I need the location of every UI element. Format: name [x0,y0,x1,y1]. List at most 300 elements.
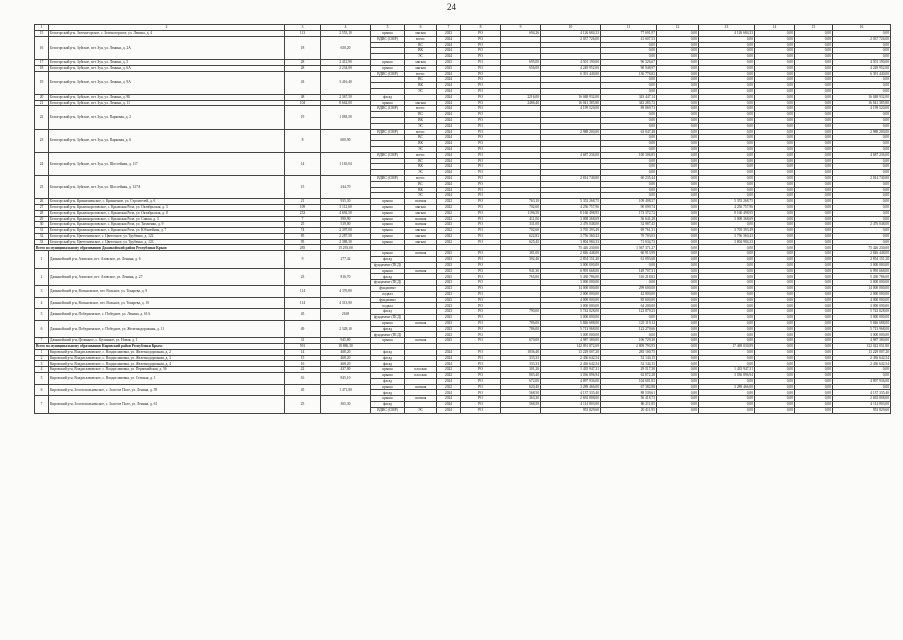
value-cell-c10: 1 435 947,31 [541,367,601,373]
subtype-cell: скатная [405,222,437,228]
value-cell-c10: 3 289 466,00 [541,384,601,390]
value-cell-c12: 0,00 [657,384,699,390]
value-cell-c12: 0,00 [657,262,699,268]
value-cell-c13: 0,00 [699,129,755,135]
value-cell-c14: 0,00 [755,239,795,245]
value-cell-c15: 0,00 [795,309,833,315]
year-cell: 2023 [437,251,461,257]
subtype-cell: мягкая [405,239,437,245]
fund-cell: РО [461,77,501,83]
row-number: 24 [35,152,49,175]
value-cell-c14: 0,00 [755,193,795,199]
value-cell-c13: 0,00 [699,355,755,361]
column-number-11: 11 [601,25,657,31]
value-cell-c13: 0,00 [699,83,755,89]
value-cell-c11: 41 607,53 [601,36,657,42]
value-cell-c14: 0,00 [755,112,795,118]
fund-cell: РО [461,158,501,164]
value-cell-c12: 0,00 [657,129,699,135]
value-cell-c11: 0,00 [601,187,657,193]
subtype-cell: мягкая [405,100,437,106]
value-cell-c10: 2 854 151,20 [541,257,601,263]
value-cell-c10: 6 995 668,00 [541,268,601,274]
value-cell-c11: 116 218,82 [601,274,657,280]
value-cell-c16: 5 742 028,00 [833,309,891,315]
year-cell: 2023 [437,297,461,303]
value-cell-c16: 953 829,60 [833,407,891,413]
residents-cell: 9 [285,251,321,268]
fund-cell: РО [461,42,501,48]
value-cell-c10: 2 037 726,00 [541,36,601,42]
residents-cell: 8 [285,129,321,152]
value-cell-c16: 13 229 007,20 [833,349,891,355]
area-cell: 2 553,10 [321,31,371,37]
value-cell-c12: 0,00 [657,286,699,292]
value-cell-c14: 0,00 [755,199,795,205]
value-cell-c9: 941,30 [501,268,541,274]
value-cell-c16: 2 037 726,00 [833,36,891,42]
value-cell-c13: 8 160 498,95 [699,210,755,216]
fund-cell: РО [461,181,501,187]
value-cell-c11: 0,00 [601,123,657,129]
area-cell: 4 313,90 [321,297,371,309]
year-cell: 2023 [437,59,461,65]
row-number: 20 [35,94,49,100]
subtype-cell: ЭС [405,407,437,413]
area-cell: 600,90 [321,129,371,152]
value-cell-c16: 2 000 000,00 [833,291,891,297]
subtype-cell: мягкая [405,31,437,37]
value-cell-c15: 0,00 [795,187,833,193]
value-cell-c12: 0,00 [657,291,699,297]
total-value-cell-c12: 0,00 [657,344,699,350]
fund-cell: РО [461,233,501,239]
value-cell-c11: 283 100,75 [601,349,657,355]
residents-cell: 28 [285,65,321,71]
fund-cell: РО [461,349,501,355]
value-cell-c10: 4 126 684,33 [541,31,601,37]
value-cell-c11: 0,00 [601,83,657,89]
value-cell-c16: 0,00 [833,228,891,234]
value-cell-c10: 3 000 000,00 [541,280,601,286]
value-cell-c14: 0,00 [755,390,795,396]
value-cell-c11: 0,00 [601,280,657,286]
value-cell-c11: 100 306,85 [601,152,657,158]
fund-cell: РО [461,100,501,106]
residents-cell: 95 [285,239,321,245]
value-cell-c14: 0,00 [755,228,795,234]
value-cell-c13: 0,00 [699,123,755,129]
value-cell-c12: 0,00 [657,83,699,89]
value-cell-c14: 0,00 [755,338,795,344]
row-number: 26 [35,199,49,205]
value-cell-c12: 0,00 [657,94,699,100]
value-cell-c14: 0,00 [755,402,795,408]
value-cell-c9: 803,40 [501,373,541,379]
value-cell-c11: 60 235,44 [601,175,657,181]
value-cell-c14: 0,00 [755,384,795,390]
row-number: 18 [35,65,49,71]
value-cell-c11: 96 326,67 [601,59,657,65]
value-cell-c15: 0,00 [795,88,833,94]
value-cell-c16: 0,00 [833,164,891,170]
work-type-cell: фундамент (ПСД) [371,332,405,338]
subtype-cell: ВК [405,164,437,170]
value-cell-c13: 0,00 [699,77,755,83]
row-number: 27 [35,204,49,210]
value-cell-c14: 0,00 [755,303,795,309]
value-cell-c16: 4 199 520,00 [833,106,891,112]
value-cell-c13: 0,00 [699,36,755,42]
value-cell-c16: 0,00 [833,48,891,54]
value-cell-c10: 2 436 642,54 [541,361,601,367]
subtype-cell: скатная [405,396,437,402]
value-cell-c11: 0,00 [601,141,657,147]
value-cell-c16: 2 476 048,00 [833,222,891,228]
value-cell-c9: 622,83 [501,233,541,239]
value-cell-c12: 0,00 [657,54,699,60]
year-cell: 2024 [437,83,461,89]
value-cell-c11: 0,00 [601,88,657,94]
total-value-cell-c12: 0,00 [657,245,699,251]
subtype-cell: ВС [405,181,437,187]
address-cell: Кировский р-н, Владиславовское, с. Владиславовка, ул. Железнодорожная, д. 4 [49,361,285,367]
value-cell-c13: 5 353 268,75 [699,199,755,205]
value-cell-c11: 104 601,83 [601,378,657,384]
address-cell: Белогорский р-н, Зуйское, пгт. Зуя, ул. Шоссейная, д. 127А [49,175,285,198]
value-cell-c13: 0,00 [699,407,755,413]
value-cell-c11: 88 539,61 [601,390,657,396]
total-value-cell-c16: 75 426 230,00 [833,245,891,251]
value-cell-c9: 333,33 [501,361,541,367]
address-cell: Белогорский р-н, Зуйское, пгт. Зуя, ул. Парковая, д. 2 [49,106,285,129]
subtype-cell: мягкая [405,65,437,71]
value-cell-c12: 0,00 [657,361,699,367]
value-cell-c13: 0,00 [699,349,755,355]
value-cell-c11: 0,00 [601,48,657,54]
value-cell-c14: 0,00 [755,117,795,123]
fund-cell: РО [461,315,501,321]
address-cell: Белогорский р-н, Цветочненское, с. Цветочное, ул. Трубенко, д. 123 [49,239,285,245]
work-type-cell: фасад [371,349,405,355]
value-cell-c10: 2 692 808,00 [541,396,601,402]
value-cell-c16: 0,00 [833,83,891,89]
value-cell-c9: 2216,00 [501,94,541,100]
fund-cell: РО [461,309,501,315]
value-cell-c13: 0,00 [699,141,755,147]
value-cell-c11: 0,00 [601,112,657,118]
value-cell-c15: 0,00 [795,407,833,413]
value-cell-c16: 16 048 932,00 [833,94,891,100]
row-number: 3 [35,361,49,367]
value-cell-c12: 0,00 [657,315,699,321]
year-cell: 2024 [437,158,461,164]
area-cell: 1 471,80 [321,384,371,396]
value-cell-c15: 0,00 [795,106,833,112]
residents-cell: 16 [285,361,321,367]
value-cell-c16: 0,00 [833,88,891,94]
value-cell-c16: 3 000 000,00 [833,303,891,309]
value-cell-c16: 0,00 [833,187,891,193]
value-cell-c15: 0,00 [795,175,833,181]
value-cell-c15: 0,00 [795,112,833,118]
year-cell: 2022 [437,233,461,239]
work-type-cell: ВДИС (СМР) [371,152,405,158]
value-cell-c16: 2 814 740,00 [833,175,891,181]
work-type-cell: фундамент (ПСД) [371,262,405,268]
address-cell: Белогорский р-н, Зуйское, пгт. Зуя, ул. Ленина, д. 2А [49,36,285,59]
work-type-cell: подвал [371,291,405,297]
year-cell: 2022 [437,228,461,234]
total-value-cell-c11: 2 809 793,95 [601,344,657,350]
residents-cell: 15 [285,355,321,361]
address-cell: Белогорский р-н, Крымскорозовское, с. Крымская Роза, ул. Октябрьская, д. 3 [49,204,285,210]
year-cell: 2024 [437,94,461,100]
value-cell-c16: 0,00 [833,135,891,141]
work-type-cell: подвал [371,303,405,309]
value-cell-c10: 4 687 236,00 [541,152,601,158]
year-cell: 2023 [437,338,461,344]
fund-cell: РО [461,320,501,326]
year-cell: 2024 [437,112,461,118]
value-cell-c16: 0,00 [833,158,891,164]
year-cell: 2023 [437,326,461,332]
value-cell-c15: 0,00 [795,152,833,158]
work-type-cell: фасад [371,326,405,332]
address-cell: Джанкойский р-н, Азовское, пгт. Азовское, ул. Ленина, д. 6 [49,251,285,268]
value-cell-c12: 0,00 [657,268,699,274]
fund-cell: РО [461,112,501,118]
value-cell-c11: 122 879,23 [601,309,657,315]
subtype-cell: всего: [405,71,437,77]
area-cell: 2168 [321,309,371,321]
value-cell-c15: 0,00 [795,199,833,205]
value-cell-c15: 0,00 [795,315,833,321]
row-number: 31 [35,228,49,234]
year-cell: 2024 [437,378,461,384]
residents-cell: 14 [285,152,321,175]
residents-cell: 74 [285,228,321,234]
value-cell-c16: 0,00 [833,54,891,60]
address-cell: Белогорский р-н, Зуйское, пгт. Зуя, ул. Ленина, д. 9Б [49,94,285,100]
value-cell-c16: 2 846 448,00 [833,251,891,257]
area-cell: 2 287,50 [321,233,371,239]
fund-cell: РО [461,135,501,141]
value-cell-c10: 6 391 440,00 [541,71,601,77]
value-cell-c13: 1 435 947,31 [699,367,755,373]
value-cell-c15: 0,00 [795,42,833,48]
area-cell: 2 234,00 [321,65,371,71]
column-number-10: 10 [541,25,601,31]
value-cell-c11: 63 947,48 [601,129,657,135]
fund-cell: РО [461,396,501,402]
value-cell-c13: 0,00 [699,152,755,158]
subtype-cell: ВС [405,77,437,83]
value-cell-c16: 5 846 688,00 [833,320,891,326]
row-number: 7 [35,396,49,413]
value-cell-c10: 4 897 936,00 [541,378,601,384]
fund-cell: РО [461,164,501,170]
value-cell-c15: 0,00 [795,204,833,210]
value-cell-c15: 0,00 [795,262,833,268]
value-cell-c12: 0,00 [657,222,699,228]
value-cell-c15: 0,00 [795,390,833,396]
area-cell: 2 388,30 [321,239,371,245]
value-cell-c16: 2 436 642,54 [833,361,891,367]
value-cell-c12: 0,00 [657,297,699,303]
residents-cell: 49 [285,320,321,337]
column-number-9: 9 [501,25,541,31]
value-cell-c13: 0,00 [699,286,755,292]
area-cell: 935,30 [321,199,371,205]
value-cell-c14: 0,00 [755,187,795,193]
column-number-7: 7 [437,25,461,31]
value-cell-c12: 0,00 [657,77,699,83]
subtype-cell: ВС [405,42,437,48]
subtype-cell: скатная [405,268,437,274]
value-cell-c15: 0,00 [795,291,833,297]
work-type-cell: крыша [371,222,405,228]
work-type-cell: фасад [371,378,405,384]
residents-cell: 45 [285,384,321,396]
row-number: 5 [35,373,49,385]
value-cell-c11: 77 691,97 [601,31,657,37]
value-cell-c13: 0,00 [699,332,755,338]
fund-cell: РО [461,117,501,123]
value-cell-c10: 3 705 393,49 [541,228,601,234]
area-cell: 945,80 [321,338,371,344]
value-cell-c12: 0,00 [657,390,699,396]
value-cell-c16: 6 391 440,00 [833,71,891,77]
value-cell-c11: 149 707,31 [601,268,657,274]
work-type-cell: крыша [371,204,405,210]
value-cell-c13: 0,00 [699,262,755,268]
value-cell-c16: 14 000 000,00 [833,286,891,292]
value-cell-c15: 0,00 [795,36,833,42]
value-cell-c12: 0,00 [657,158,699,164]
fund-cell: РО [461,170,501,176]
address-cell: Джанкойский р-н, Победненское, с. Победное, ул. Ленина, д. 61А [49,309,285,321]
row-number: 7 [35,338,49,344]
value-cell-c13: 0,00 [699,59,755,65]
value-cell-c12: 0,00 [657,257,699,263]
value-cell-c9: 411,00 [501,216,541,222]
total-value-cell-c15: 0,00 [795,344,833,350]
value-cell-c16: 0,00 [833,367,891,373]
value-cell-c14: 0,00 [755,48,795,54]
value-cell-c11: 29 517,30 [601,367,657,373]
total-residents-cell: 285 [285,245,321,251]
value-cell-c12: 0,00 [657,71,699,77]
row-number: 21 [35,100,49,106]
value-cell-c15: 0,00 [795,274,833,280]
value-cell-c13: 0,00 [699,309,755,315]
row-number: 4 [35,297,49,309]
value-cell-c12: 0,00 [657,65,699,71]
value-cell-c9: 765,00 [501,274,541,280]
value-cell-c16: 0,00 [833,384,891,390]
value-cell-c13: 0,00 [699,268,755,274]
year-cell: 2024 [437,117,461,123]
value-cell-c12: 0,00 [657,216,699,222]
value-cell-c15: 0,00 [795,158,833,164]
subtype-cell: ВК [405,141,437,147]
value-cell-c15: 0,00 [795,378,833,384]
area-cell: 468,20 [321,355,371,361]
address-cell: Белогорский р-н, Крымскорозовское, с. Крымская Роза, ул. Октябрьская, д. 8 [49,210,285,216]
value-cell-c13: 4 126 684,33 [699,31,755,37]
work-type-cell: крыша [371,59,405,65]
value-cell-c13: 0,00 [699,315,755,321]
value-cell-c14: 0,00 [755,181,795,187]
value-cell-c16: 0,00 [833,239,891,245]
address-cell: Белогорский р-н, Зуйское, пгт. Зуя, ул. Парковая, д. 6 [49,129,285,152]
year-cell: 2024 [437,187,461,193]
value-cell-c16: 0,00 [833,31,891,37]
value-cell-c11: 61 093,68 [601,257,657,263]
subtype-cell: ВК [405,48,437,54]
address-cell: Джанкойский р-н, Азовское, пгт. Азовское, ул. Ленина, д. 27 [49,268,285,285]
value-cell-c14: 0,00 [755,158,795,164]
fund-cell: РО [461,361,501,367]
fund-cell: РО [461,286,501,292]
value-cell-c13: 0,00 [699,48,755,54]
value-cell-c12: 0,00 [657,42,699,48]
area-cell: 2 328,10 [321,320,371,337]
fund-cell: РО [461,106,501,112]
subtype-cell: скатная [405,216,437,222]
area-cell: 1 165,04 [321,152,371,175]
area-cell: 468,20 [321,361,371,367]
value-cell-c12: 0,00 [657,59,699,65]
value-cell-c13: 0,00 [699,280,755,286]
year-cell: 2024 [437,77,461,83]
year-cell: 2023 [437,286,461,292]
fund-cell: РО [461,384,501,390]
value-cell-c11: 64 200,00 [601,303,657,309]
value-cell-c12: 0,00 [657,141,699,147]
fund-cell: РО [461,373,501,379]
value-cell-c10: 2 814 740,00 [541,175,601,181]
work-type-cell: фасад [371,402,405,408]
value-cell-c10: 16 041 385,80 [541,100,601,106]
value-cell-c10: 3 008 368,69 [541,216,601,222]
row-number: 17 [35,59,49,65]
subtype-cell: всего: [405,106,437,112]
work-type-cell: фундамент [371,286,405,292]
value-cell-c14: 0,00 [755,129,795,135]
value-cell-c14: 0,00 [755,106,795,112]
value-cell-c16: 0,00 [833,204,891,210]
value-cell-c13: 0,00 [699,303,755,309]
value-cell-c14: 0,00 [755,373,795,379]
fund-cell: РО [461,216,501,222]
fund-cell: РО [461,268,501,274]
value-cell-c11: 71 634,73 [601,239,657,245]
area-cell: 845,10 [321,373,371,385]
column-number-14: 14 [755,25,795,31]
value-cell-c11: 343 447,14 [601,94,657,100]
fund-cell: РО [461,141,501,147]
area-cell: 2 412,90 [321,59,371,65]
subtype-cell: ЭС [405,88,437,94]
area-cell: 519,00 [321,222,371,228]
address-cell: Кировский р-н, Владиславовское, с. Владиславовка, ул. Железнодорожная, д. 3 [49,355,285,361]
fund-cell: РО [461,257,501,263]
value-cell-c11: 70 703,03 [601,233,657,239]
column-number-4: 4 [321,25,371,31]
value-cell-c11: 0,00 [601,193,657,199]
